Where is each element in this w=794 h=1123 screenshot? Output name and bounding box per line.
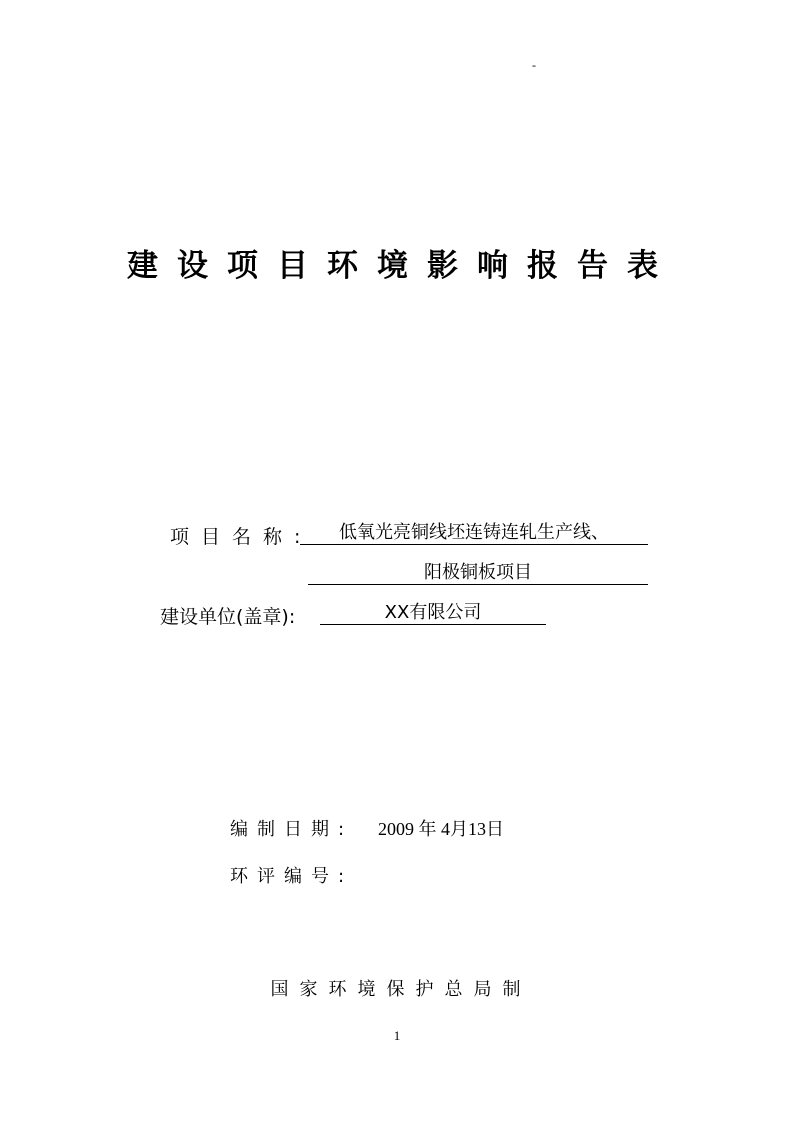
issuer: 国家环境保护总局制 (270, 979, 532, 1000)
compile-date-month: 4 (441, 819, 450, 839)
compile-date-label: 编制日期: (230, 819, 354, 840)
page-number: 1 (393, 1028, 401, 1043)
header-mark: - (532, 58, 536, 72)
eia-number-label: 环评编号: (230, 866, 354, 887)
page-title: 建设项目环境影响报告表 (127, 248, 677, 284)
project-name-line2: 阳极铜板项目 (308, 562, 648, 585)
project-name-label: 项目名称: (170, 526, 313, 548)
construction-unit-value: XX有限公司 (320, 602, 546, 625)
compile-date-month-suffix: 月 (450, 819, 468, 840)
compile-date-day: 13 (468, 819, 486, 839)
construction-unit-label: 建设单位(盖章): (160, 606, 296, 628)
project-name-line1: 低氧光亮铜线坯连铸连轧生产线、 (300, 522, 648, 545)
compile-date-year-suffix: 年 (418, 819, 437, 840)
compile-date-value (378, 815, 504, 841)
compile-date-day-suffix: 日 (486, 819, 504, 840)
compile-date-year: 2009 (378, 819, 414, 839)
